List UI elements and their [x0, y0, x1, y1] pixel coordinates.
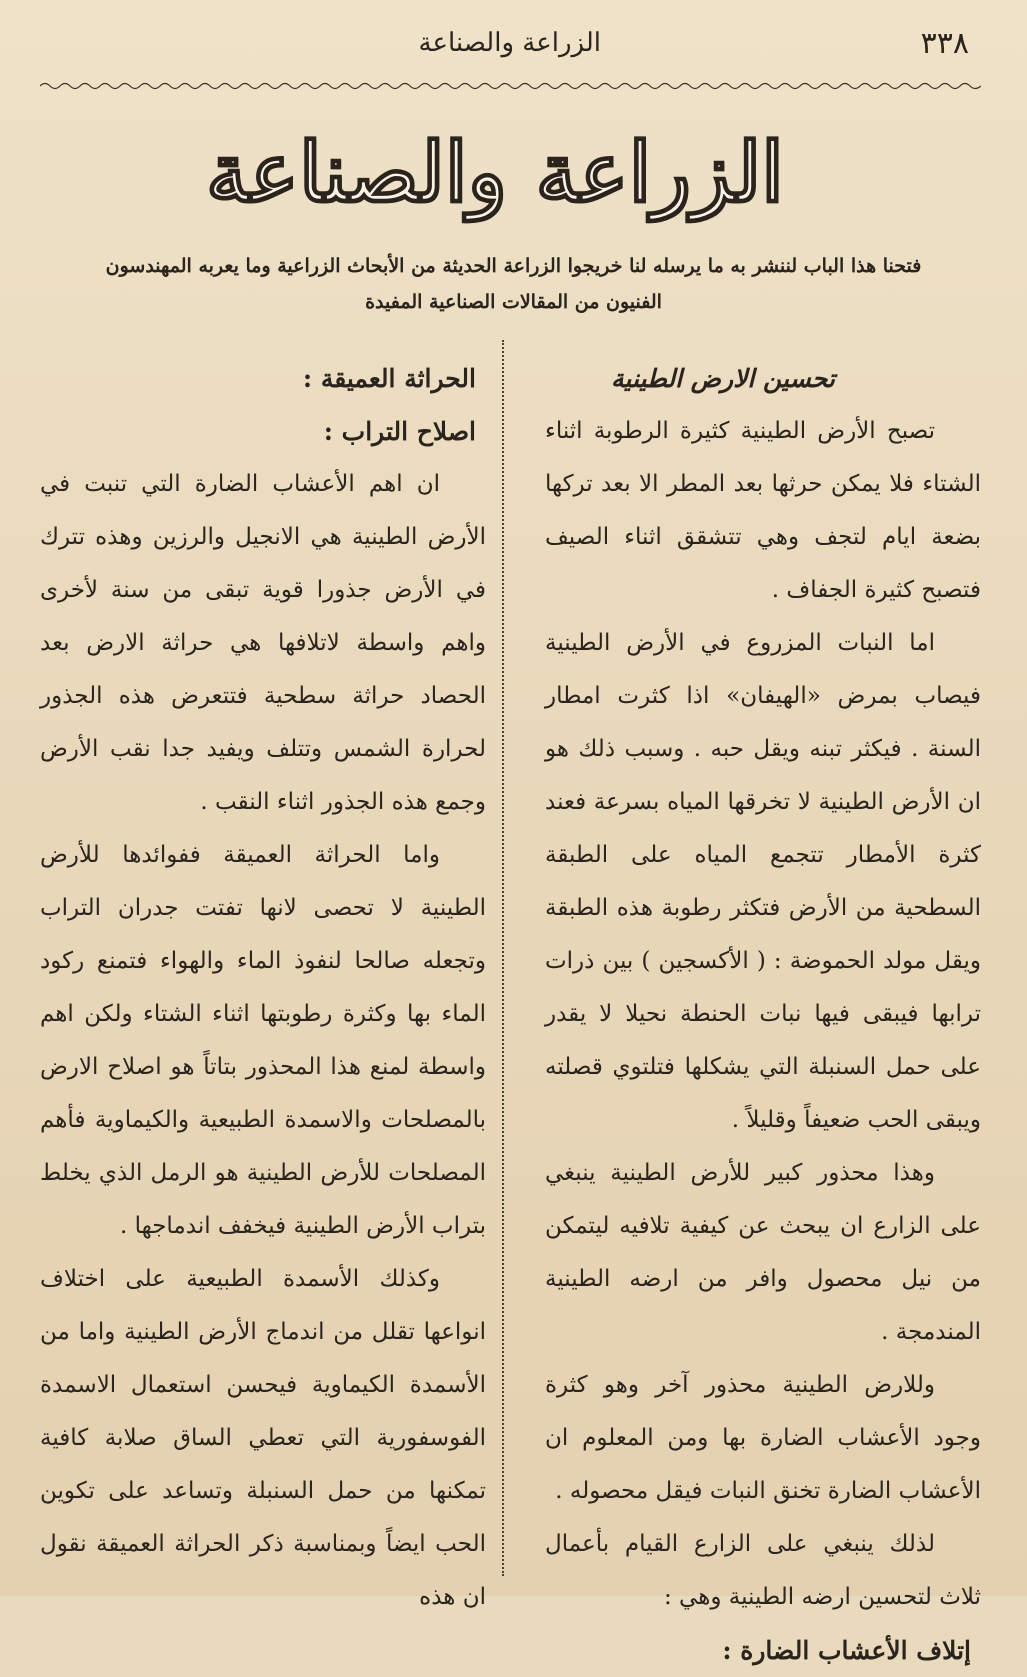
paragraph: ان اهم الأعشاب الضارة التي تنبت في الأرض الطينية هي الانجيل والرزين وهذه تترك في الأرض جذورا قوية تبقى من سنة لأخرى واهم واسطة لاتلافها هي حراثة الارض بعد الحصاد حراثة سطحية فتتعرض هذه الجذور لحرارة الشمس وتتلف ويفيد جدا نقب الأرض وجمع هذه الجذور اثناء النقب . — [40, 471, 486, 815]
paragraph: وكذلك الأسمدة الطبيعية على اختلاف انواعها تقلل من اندماج الأرض الطينية واما من الأسمدة الكيماوية فيحسن استعمال الاسمدة الفوسفورية التي تعطي الساق صلابة كافية تمكنها من حمل السنبلة وتساعد على تكوين الحب ايضاً وبمناسبة ذكر الحراثة العميقة نقول ان هذه — [40, 1266, 486, 1610]
article-heading: تحسين الارض الطينية — [611, 364, 835, 393]
paragraph: واما الحراثة العميقة ففوائدها للأرض الطينية لا تحصى لانها تفتت جدران التراب وتجعله صالحا لنفوذ الماء والهواء فتمنع ركود الماء بها وكثرة رطوبتها اثناء الشتاء ولكن اهم واسطة لمنع هذا المحذور بتاتاً هو اصلاح الارض بالمصلحات والاسمدة الطبيعية والكيماوية فأهم المصلحات للأرض الطينية هو الرمل الذي يخلط بتراب الأرض الطينية فيخفف اندماجها . — [40, 842, 486, 1239]
paragraph: تصبح الأرض الطينية كثيرة الرطوبة اثناء الشتاء فلا يمكن حرثها بعد المطر الا بعد تركها بضعة ايام لتجف وهي تتشقق اثناء الصيف فتصبح كثيرة الجفاف . — [545, 418, 981, 603]
wavy-divider — [40, 80, 981, 92]
right-column — [545, 352, 981, 1665]
banner-title: الزراعة والصناعة — [206, 125, 784, 221]
section-intro: فتحنا هذا الباب لننشر به ما يرسله لنا خريجوا الزراعة الحديثة من الأبحاث الزراعية وما يعربه المهندسون الفنيون من المقالات الصناعية المفيدة — [105, 255, 922, 313]
list-item: إتلاف الأعشاب الضارة : — [722, 1636, 971, 1665]
paragraph: وللارض الطينية محذور آخر وهو كثرة وجود الأعشاب الضارة بها ومن المعلوم ان الأعشاب الضارة تخنق النبات فيقل محصوله . — [545, 1372, 981, 1504]
paragraph: وهذا محذور كبير للأرض الطينية ينبغي على الزارع ان يبحث عن كيفية تلافيه ليتمكن من نيل محصول وافر من ارضه الطينية المندمجة . — [545, 1160, 981, 1345]
paragraph: لذلك ينبغي على الزارع القيام بأعمال ثلاث لتحسين ارضه الطينية وهي : — [545, 1531, 981, 1610]
running-title: الزراعة والصناعة — [418, 28, 601, 58]
section-banner — [206, 108, 784, 238]
left-column — [40, 352, 486, 1610]
column-divider — [502, 340, 504, 1576]
list-item: اصلاح التراب : — [323, 417, 476, 446]
paragraph: اما النبات المزروع في الأرض الطينية فيصاب بمرض «الهيفان» اذا كثرت امطار السنة . فيكثر تبنه ويقل حبه . وسبب ذلك هو ان الأرض الطينية لا تخرقها المياه بسرعة فعند كثرة الأمطار تتجمع المياه على الطبقة السطحية من الأرض فتكثر رطوبة هذه الطبقة ويقل مولد الحموضة : ( الأكسجين ) بين ذرات ترابها فيبقى فيها نبات الحنطة نحيلا لا يقدر على حمل السنبلة التي يشكلها فتلتوي قصلته ويبقى الحب ضعيفاً وقليلاً . — [545, 630, 981, 1133]
running-header — [40, 22, 981, 66]
list-item: الحراثة العميقة : — [302, 364, 476, 393]
page-number: ٣٣٨ — [920, 26, 969, 61]
